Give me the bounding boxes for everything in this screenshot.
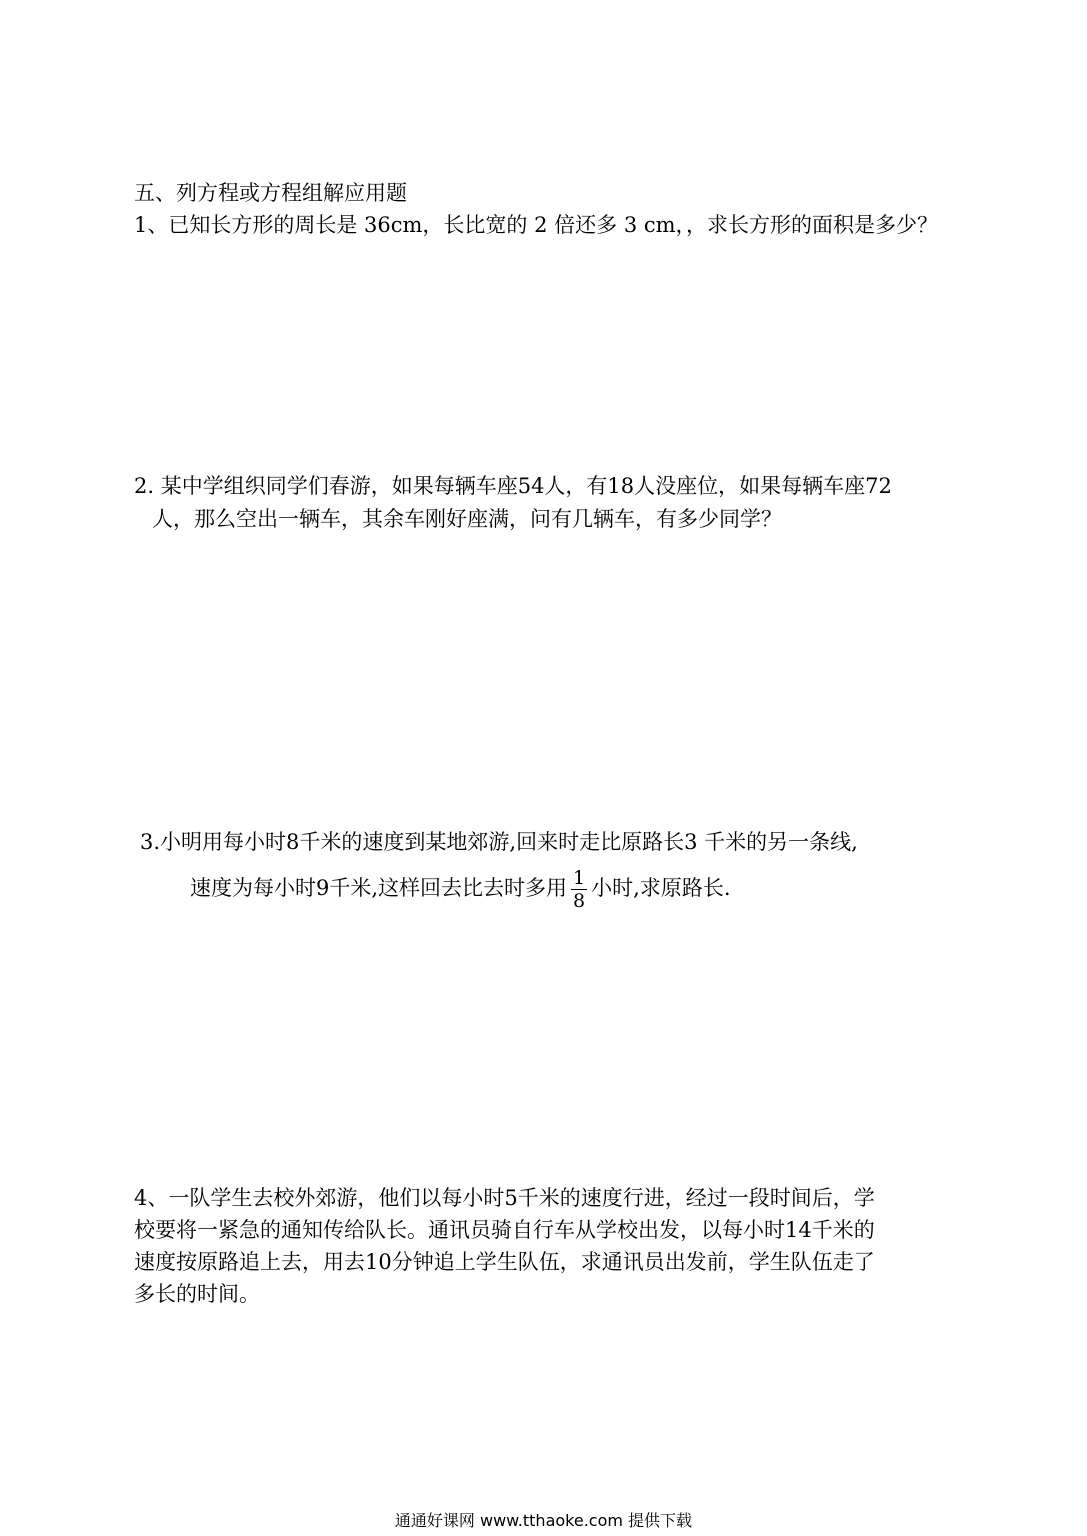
fraction-denominator: 8 — [573, 890, 586, 912]
problem-4-line-1: 4、一队学生去校外郊游，他们以每小时5千米的速度行进，经过一段时间后，学 — [134, 1186, 875, 1210]
problem-4-line-4: 多长的时间。 — [134, 1282, 260, 1306]
problem-2-line-2: 人，那么空出一辆车，其余车刚好座满，问有几辆车，有多少同学？ — [152, 507, 782, 531]
problem-3-line-2 — [190, 862, 731, 914]
page-footer: 通通好课网 www.tthaoke.com 提供下载 — [394, 1511, 693, 1530]
fraction-one-eighth — [571, 867, 587, 912]
problem-3-line-2-text-b: 小时,求原路长. — [591, 876, 731, 900]
problem-1-line-1: 1、已知长方形的周长是 36cm，长比宽的 2 倍还多 3 cm，，求长方形的面积是多少？ — [134, 213, 939, 237]
section-title: 五、列方程或方程组解应用题 — [134, 181, 407, 205]
problem-2-line-1: 2. 某中学组织同学们春游，如果每辆车座54人，有18人没座位，如果每辆车座72 — [134, 474, 892, 498]
problem-3-line-1: 3.小明用每小时8千米的速度到某地郊游,回来时走比原路长3 千米的另一条线, — [140, 830, 858, 854]
problem-4-line-2: 校要将一紧急的通知传给队长。通讯员骑自行车从学校出发，以每小时14千米的 — [134, 1218, 875, 1242]
problem-4-line-3: 速度按原路追上去，用去10分钟追上学生队伍，求通讯员出发前，学生队伍走了 — [134, 1250, 875, 1274]
fraction-numerator: 1 — [573, 867, 586, 889]
problem-3-line-2-text-a: 速度为每小时9千米,这样回去比去时多用 — [190, 876, 568, 900]
